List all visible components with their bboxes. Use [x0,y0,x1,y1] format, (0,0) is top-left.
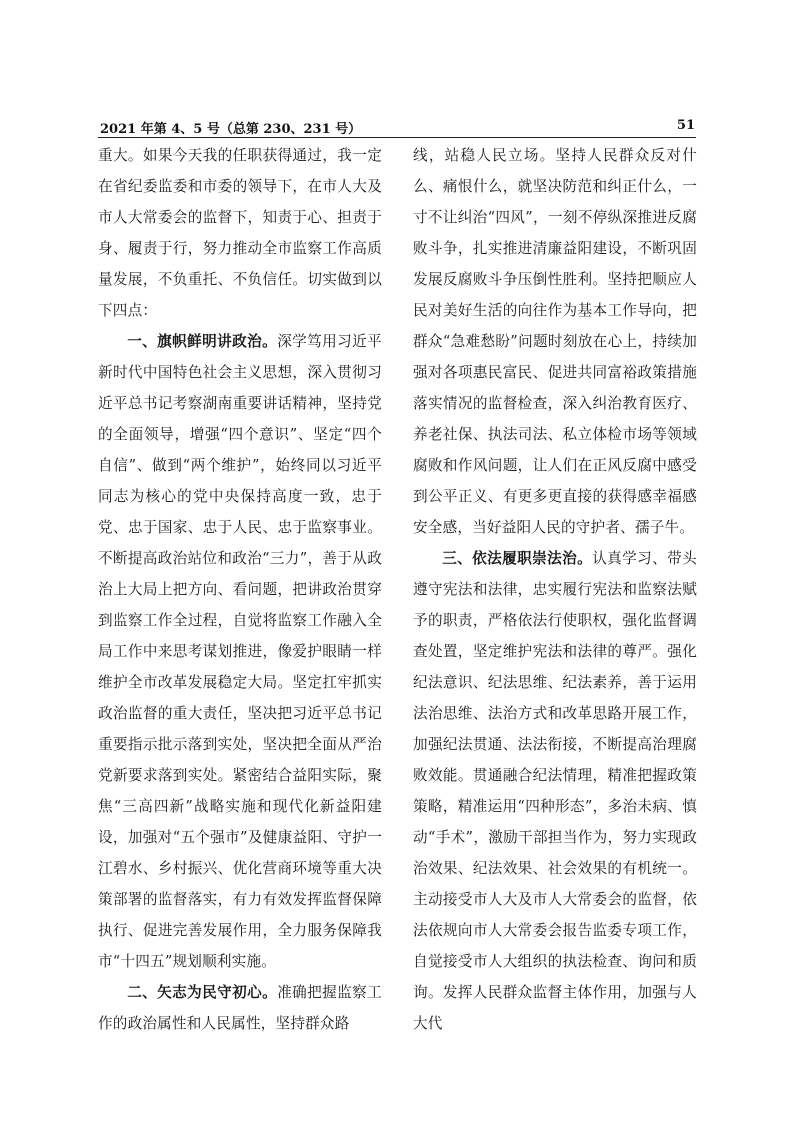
section-2-continued: 线，站稳人民立场。坚持人民群众反对什么、痛恨什么，就坚决防范和纠正什么，一寸不让纠治“四风”，一刻不停纵深推进反腐败斗争，扎实推进清廉益阳建设，不断巩固发展反腐败斗争压倒性胜利。坚持把顺应人民对美好生活的向往作为基本工作导向，把群众“急难愁盼”问题时刻放在心上，持续加强对各项惠民富民、促进共同富裕政策措施落实情况的监督检查，深入纠治教育医疗、养老社保、执法司法、私立体检市场等领域腐败和作风问题，让人们在正风反腐中感受到公平正义、有更多更直接的获得感幸福感安全感，当好益阳人民的守护者、孺子牛。 [413,147,697,536]
page-number: 51 [676,118,695,133]
section-2-body: 准确把握监察工作的政治属性和人民属性，坚持群众路 [98,984,382,1032]
section-2-heading: 二、矢志为民守初心。 [127,984,278,1001]
running-header [98,116,695,138]
issue-info: 2021 年第 4、5 号（总第 230、231 号） [100,122,362,137]
section-3-heading: 三、依法履职崇法治。 [442,550,593,567]
section-3-paragraph [413,543,697,1039]
section-1-heading: 一、旗帜鲜明讲政治。 [127,333,278,350]
left-column [98,140,382,1100]
header-rule [98,137,696,138]
section-2-paragraph [98,977,382,1039]
paragraph-intro: 重大。如果今天我的任职获得通过，我一定在省纪委监委和市委的领导下，在市人大及市人大常委会的监督下，知责于心、担责于身、履责于行，努力推动全市监察工作高质量发展，不负重托、不负信任。切实做到以下四点： [98,147,382,319]
right-column [413,140,697,1100]
section-1-paragraph [98,326,382,977]
section-3-body: 认真学习、带头遵守宪法和法律，忠实履行宪法和监察法赋予的职责，严格依法行使职权，强化监督调查处置，坚定维护宪法和法律的尊严。强化纪法意识、纪法思维、纪法素养，善于运用法治思维、法治方式和改革思路开展工作，加强纪法贯通、法法衔接，不断提高治理腐败效能。贯通融合纪法情理，精准把握政策策略，精准运用“四种形态”，多治未病、慎动“手术”，激励干部担当作为，努力实现政治效果、纪法效果、社会效果的有机统一。主动接受市人大及市人大常委会的监督，依法依规向市人大常委会报告监委专项工作，自觉接受市人大组织的执法检查、询问和质询。发挥人民群众监督主体作用，加强与人大代 [413,550,697,1032]
section-1-body: 深学笃用习近平新时代中国特色社会主义思想，深入贯彻习近平总书记考察湖南重要讲话精神，坚持党的全面领导，增强“四个意识”、坚定“四个自信”、做到“两个维护”，始终同以习近平同志为核心的党中央保持高度一致，忠于党、忠于国家、忠于人民、忠于监察事业。不断提高政治站位和政治“三力”，善于从政治上大局上把方向、看问题，把讲政治贯穿到监察工作全过程，自觉将监察工作融入全局工作中来思考谋划推进，像爱护眼睛一样维护全市改革发展稳定大局。坚定扛牢抓实政治监督的重大责任，坚决把习近平总书记重要指示批示落到实处，坚决把全面从严治党新要求落到实处。紧密结合益阳实际，聚焦“三高四新”战略实施和现代化新益阳建设，加强对“五个强市”及健康益阳、守护一江碧水、乡村振兴、优化营商环境等重大决策部署的监督落实，有力有效发挥监督保障执行、促进完善发展作用，全力服务保障我市“十四五”规划顺利实施。 [98,333,382,970]
